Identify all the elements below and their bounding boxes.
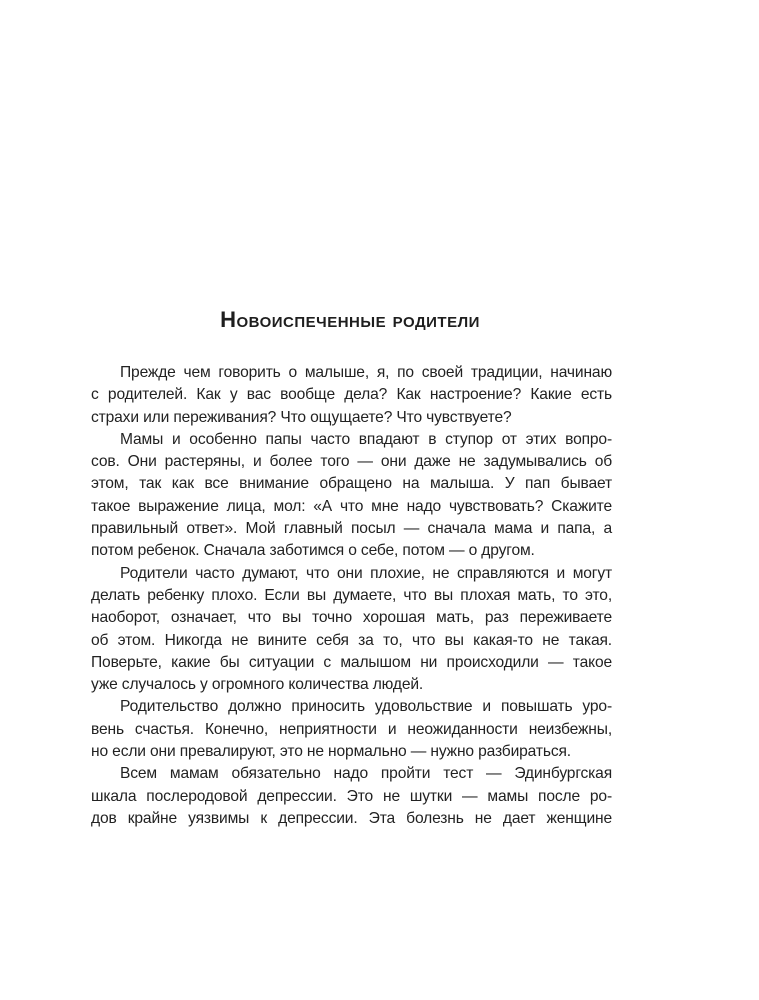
- text-line: но если они превалируют, это не нормально — нужно разбираться.: [91, 743, 571, 761]
- text-line: вень счастья. Конечно, неприятности и неожиданности неизбежны,: [91, 720, 612, 738]
- text-line: Родительство должно приносить удовольствие и повышать уро-: [120, 698, 612, 716]
- paragraph: [91, 563, 612, 697]
- chapter-title: Новоиспеченные родители: [220, 306, 480, 332]
- paragraph: [91, 362, 612, 429]
- text-line: дов крайне уязвимы к депрессии. Эта болезнь не дает женщине: [91, 809, 612, 827]
- paragraph: [91, 429, 612, 563]
- text-line: с родителей. Как у вас вообще дела? Как настроение? Какие есть: [91, 386, 612, 404]
- text-line: Всем мамам обязательно надо пройти тест — Эдинбургская: [120, 765, 612, 783]
- text-line: сов. Они растеряны, и более того — они даже не задумывались об: [91, 453, 612, 471]
- text-line: этом, так как все внимание обращено на малыша. У пап бывает: [91, 475, 612, 493]
- text-line: делать ребенку плохо. Если вы думаете, что вы плохая мать, то это,: [91, 586, 612, 604]
- paragraph: [91, 696, 612, 763]
- text-line: потом ребенок. Сначала заботимся о себе, потом — о другом.: [91, 542, 535, 560]
- text-line: наоборот, означает, что вы точно хорошая мать, раз переживаете: [91, 609, 612, 627]
- paragraph: [91, 763, 612, 830]
- text-line: об этом. Никогда не вините себя за то, что вы какая-то не такая.: [91, 631, 612, 649]
- text-line: Мамы и особенно папы часто впадают в ступор от этих вопро-: [120, 430, 612, 448]
- text-line: уже случалось у огромного количества людей.: [91, 676, 424, 694]
- text-line: правильный ответ». Мой главный посыл — сначала мама и папа, а: [91, 520, 612, 538]
- text-line: Родители часто думают, что они плохие, не справляются и могут: [120, 564, 612, 582]
- text-line: страхи или переживания? Что ощущаете? Что чувствуете?: [91, 408, 512, 426]
- text-line: Прежде чем говорить о малыше, я, по своей традиции, начинаю: [120, 364, 612, 381]
- text-line: шкала послеродовой депрессии. Это не шутки — мамы после ро-: [91, 787, 612, 805]
- body-text: [91, 362, 612, 830]
- text-line: Поверьте, какие бы ситуации с малышом ни происходили — такое: [91, 653, 612, 671]
- text-line: такое выражение лица, мол: «А что мне надо чувствовать? Скажите: [91, 497, 612, 515]
